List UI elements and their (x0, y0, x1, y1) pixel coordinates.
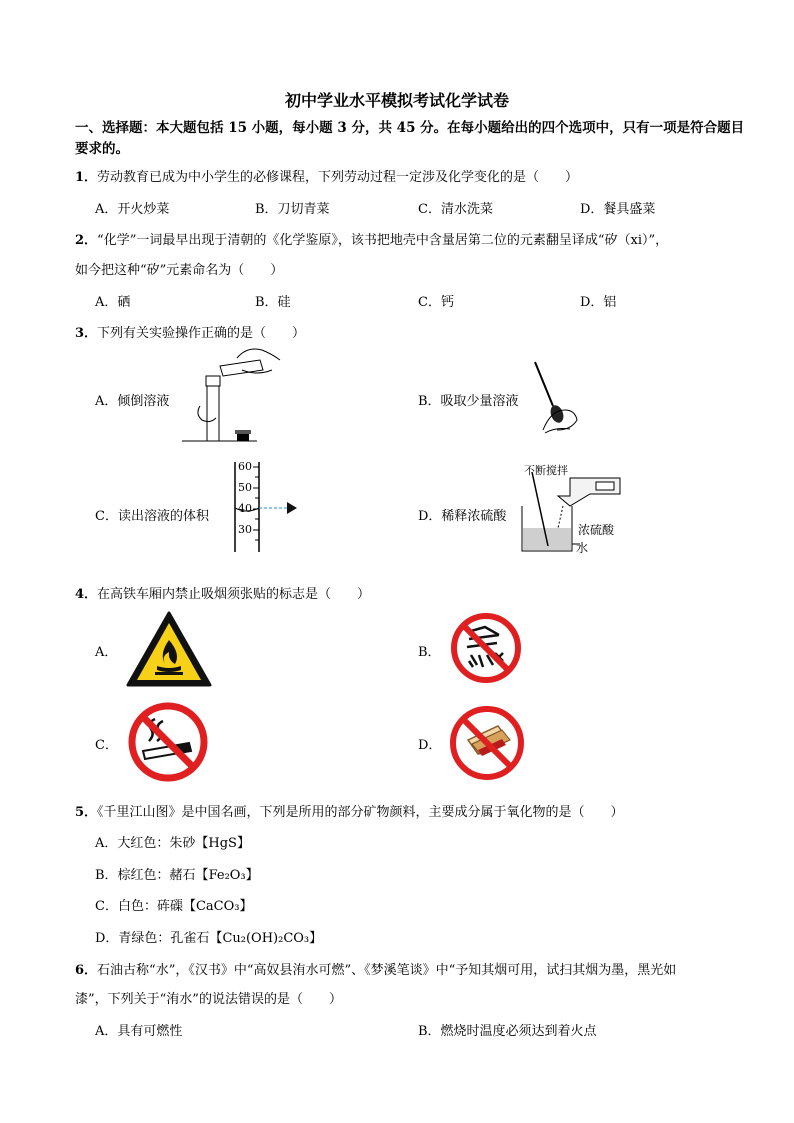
chemical-formula: HgS (208, 836, 237, 851)
option-a[interactable]: A．开火炒菜 (95, 202, 170, 217)
option-text: B．棕红色：赭石【 (95, 868, 209, 883)
dilute-acid-figure (518, 466, 628, 558)
section-heading: 一、选择题：本大题包括 15 小题，每小题 3 分，共 45 分。在每小题给出的四个选项中，只有一项是符合题目要求的。 (75, 120, 745, 157)
option-bracket: 】 (239, 899, 253, 914)
question-stem: 下列有关实验操作正确的是（ ） (97, 326, 306, 341)
question-5 (75, 801, 624, 820)
option-text: A．大红色：朱砂【 (95, 836, 209, 851)
option-bracket: 】 (245, 868, 259, 883)
option-b[interactable]: B． (418, 645, 441, 660)
chemical-formula: Cu₂(OH)₂CO₃ (222, 931, 310, 946)
figure-label: 不断搅拌 (524, 464, 568, 477)
option-a[interactable]: A．倾倒溶液 (95, 394, 170, 409)
option-c[interactable]: C． (95, 738, 118, 753)
flammable-warning-icon[interactable] (125, 610, 213, 688)
option-d[interactable]: D．稀释浓硫酸 (418, 509, 507, 524)
option-b[interactable]: B．吸取少量溶液 (418, 394, 519, 409)
question-number: 1． (75, 170, 98, 185)
question-number: 6． (75, 963, 98, 978)
option-a[interactable]: A．硒 (95, 295, 131, 310)
option-bracket: 】 (236, 836, 250, 851)
option-c[interactable]: C．钙 (418, 295, 454, 310)
option-b[interactable]: B．刀切青菜 (255, 202, 330, 217)
option-a[interactable]: A． (95, 645, 118, 660)
option-d[interactable] (95, 927, 322, 946)
option-a[interactable]: A．具有可燃性 (95, 1024, 183, 1039)
question-number: 4． (75, 587, 98, 602)
option-text: C．白色：砗磲【 (95, 899, 196, 914)
question-number: 2． (75, 233, 98, 248)
question-stem: 《千里江山图》是中国名画，下列是所用的部分矿物颜料，主要成分属于氧化物的是（ ） (97, 805, 624, 820)
dropper-figure (515, 358, 585, 438)
chemical-formula: CaCO₃ (195, 899, 240, 914)
question-number: 5． (75, 805, 98, 820)
question-stem-cont: 漆”，下列关于“洧水”的说法错误的是（ ） (75, 992, 342, 1007)
option-d[interactable]: D． (418, 738, 442, 753)
option-d[interactable]: D．铝 (580, 295, 617, 310)
tick-label: 40 (238, 502, 252, 515)
option-a[interactable] (95, 832, 250, 851)
option-b[interactable] (95, 864, 259, 883)
page-title: 初中学业水平模拟考试化学试卷 (284, 91, 509, 110)
question-stem: “化学”一词最早出现于清朝的《化学鉴原》，该书把地壳中含量居第二位的元素翻呈译成“矽（xi）”， (97, 233, 669, 248)
question-number: 3． (75, 326, 98, 341)
question-1 (75, 166, 578, 185)
option-bracket: 】 (309, 931, 323, 946)
question-4 (75, 583, 370, 602)
option-b[interactable]: B．燃烧时温度必须达到着火点 (418, 1024, 597, 1039)
question-stem: 石油古称“水”，《汉书》中“高奴县洧水可燃”、《梦溪笔谈》中“予知其烟可用，试扫其烟为墨，黑光如 (97, 963, 677, 978)
figure-label: 浓硫酸 (578, 523, 615, 537)
question-2 (75, 229, 668, 248)
figure-label: 水 (576, 541, 589, 555)
question-stem: 在高铁车厢内禁止吸烟须张贴的标志是（ ） (97, 587, 371, 602)
beaker-pour-figure (182, 346, 282, 446)
question-3 (75, 322, 305, 341)
question-6 (75, 959, 676, 978)
tick-label: 50 (238, 481, 252, 494)
no-smoking-icon[interactable] (125, 701, 211, 783)
no-matches-icon[interactable] (448, 704, 526, 782)
tick-label: 30 (238, 523, 252, 536)
chemical-formula: Fe₂O₃ (208, 868, 246, 883)
option-c[interactable] (95, 895, 252, 914)
option-c[interactable]: C．清水洗菜 (418, 202, 493, 217)
option-d[interactable]: D．餐具盛菜 (580, 202, 656, 217)
option-c[interactable]: C．读出溶液的体积 (95, 509, 209, 524)
option-b[interactable]: B．硅 (255, 295, 291, 310)
question-stem: 劳动教育已成为中小学生的必修课程，下列劳动过程一定涉及化学变化的是（ ） (97, 170, 579, 185)
tick-label: 60 (238, 460, 252, 473)
question-stem-cont: 如今把这种“矽”元素命名为（ ） (75, 263, 284, 278)
option-text: D．青绿色：孔雀石【 (95, 931, 223, 946)
no-fireworks-icon[interactable] (449, 611, 523, 685)
